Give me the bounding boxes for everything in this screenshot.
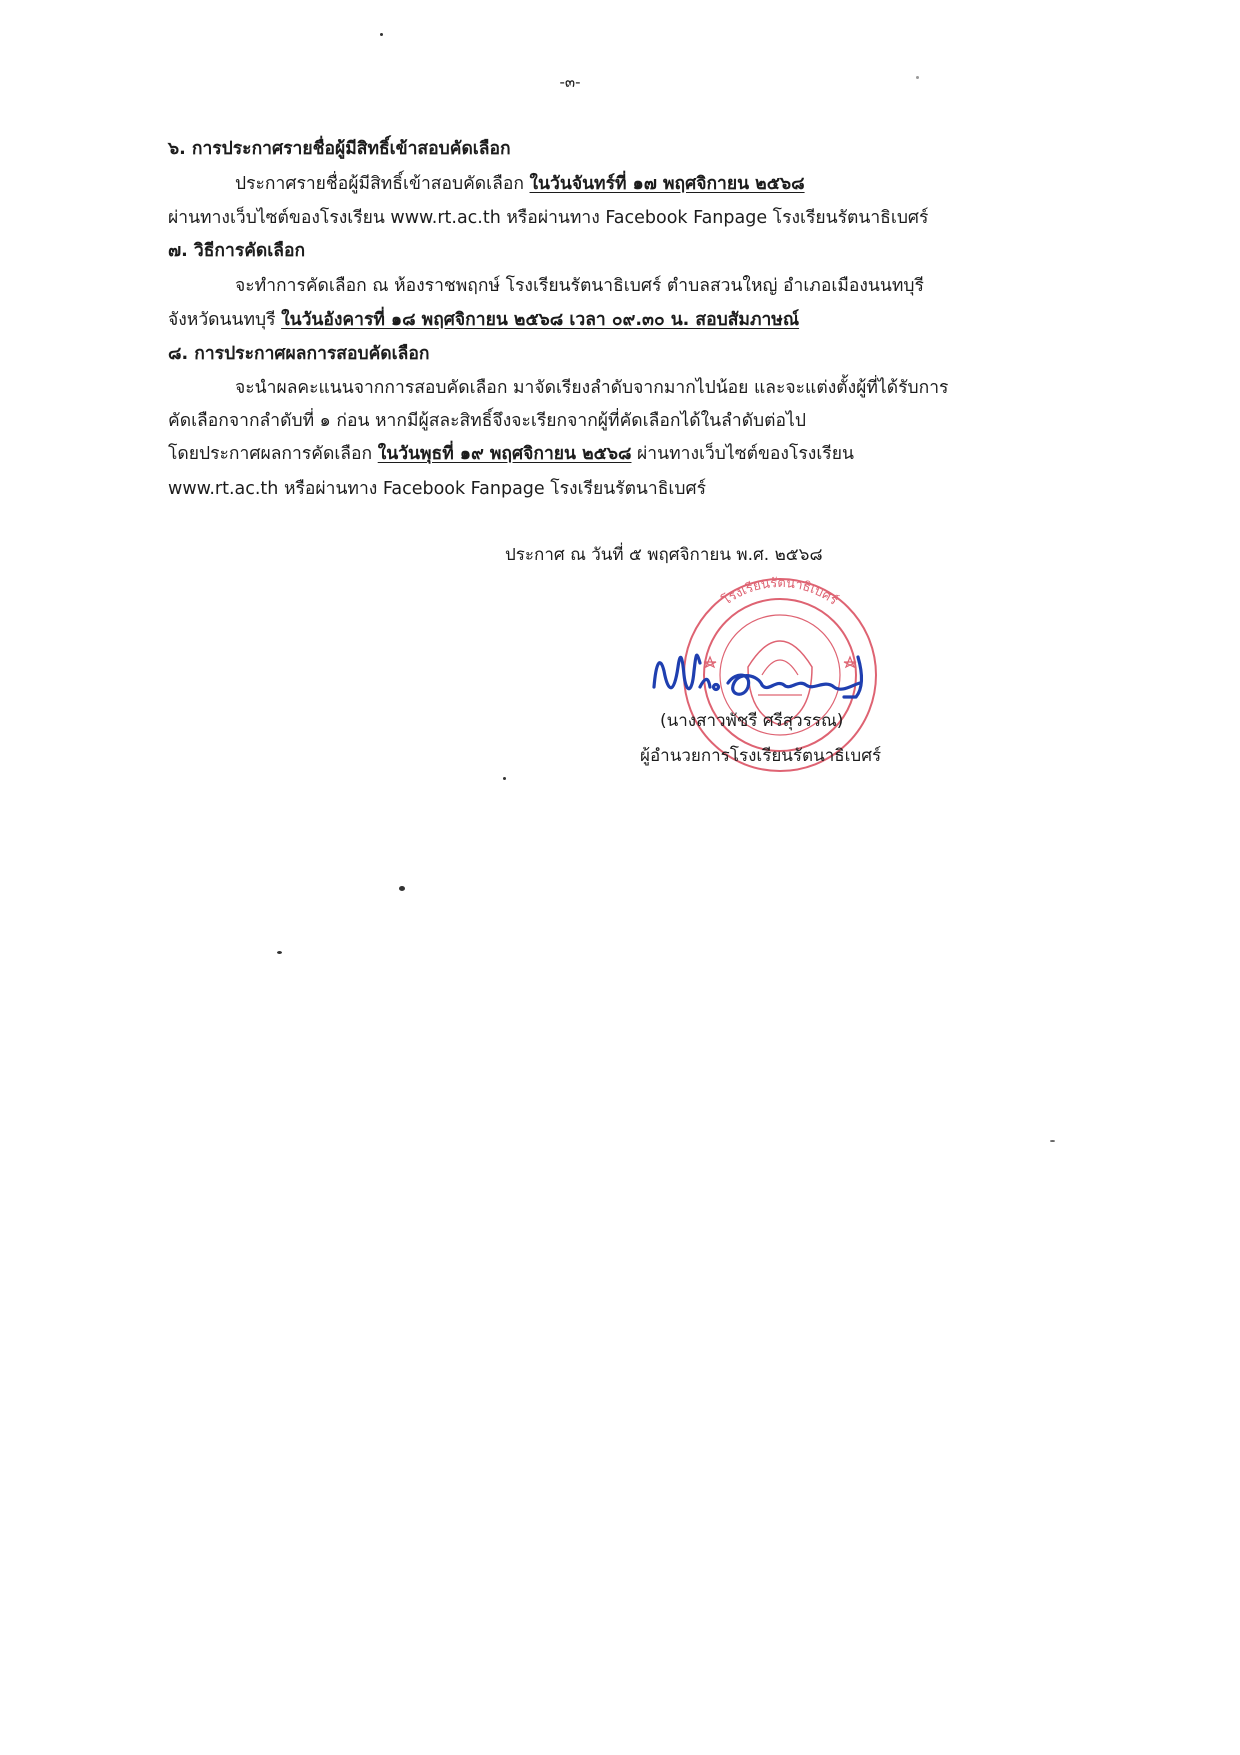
scan-speck [277, 951, 282, 954]
section-8-heading: ๘. การประกาศผลการสอบคัดเลือก [168, 344, 430, 364]
section-8-line-3-post: ผ่านทางเว็บไซต์ของโรงเรียน [631, 444, 854, 464]
section-7-line-2 [168, 308, 799, 332]
section-6-line-1-text: ประกาศรายชื่อผู้มีสิทธิ์เข้าสอบคัดเลือก [235, 174, 530, 194]
section-8-line-2: คัดเลือกจากลำดับที่ ๑ ก่อน หากมีผู้สละสิทธิ์จึงจะเรียกจากผู้ที่คัดเลือกได้ในลำดับต่อไป [168, 411, 806, 431]
section-7-date: ในวันอังคารที่ ๑๘ พฤศจิกายน ๒๕๖๘ เวลา ๐๙.๓๐ น. สอบสัมภาษณ์ [281, 310, 800, 330]
section-6-heading: ๖. การประกาศรายชื่อผู้มีสิทธิ์เข้าสอบคัดเลือก [168, 139, 511, 159]
section-6-line-2: ผ่านทางเว็บไซต์ของโรงเรียน www.rt.ac.th หรือผ่านทาง Facebook Fanpage โรงเรียนรัตนาธิเบศร์ [168, 208, 929, 228]
scan-speck [380, 33, 383, 36]
scan-speck [916, 76, 919, 79]
section-8-line-3 [168, 442, 854, 466]
section-8-date: ในวันพุธที่ ๑๙ พฤศจิกายน ๒๕๖๘ [377, 444, 632, 464]
section-7-line-2-text: จังหวัดนนทบุรี [168, 310, 282, 330]
scan-speck [1050, 1140, 1055, 1142]
scan-speck [503, 777, 506, 780]
section-7-line-1: จะทำการคัดเลือก ณ ห้องราชพฤกษ์ โรงเรียนรัตนาธิเบศร์ ตำบลสวนใหญ่ อำเภอเมืองนนทบุรี [235, 276, 924, 296]
signatory-name: (นางสาวพัชรี ศรีสุวรรณ) [660, 711, 844, 731]
section-6-date: ในวันจันทร์ที่ ๑๗ พฤศจิกายน ๒๕๖๘ [529, 174, 805, 194]
section-7-heading: ๗. วิธีการคัดเลือก [168, 241, 306, 261]
announcement-date: ประกาศ ณ วันที่ ๕ พฤศจิกายน พ.ศ. ๒๕๖๘ [505, 545, 823, 565]
section-8-line-4: www.rt.ac.th หรือผ่านทาง Facebook Fanpage โรงเรียนรัตนาธิเบศร์ [168, 479, 707, 499]
seal-text: โรงเรียนรัตนาธิเบศร์ [719, 575, 841, 609]
signatory-position: ผู้อำนวยการโรงเรียนรัตนาธิเบศร์ [640, 746, 882, 766]
page-number: -๓- [559, 73, 581, 91]
section-8-line-3-pre: โดยประกาศผลการคัดเลือก [168, 444, 378, 464]
section-6-line-1 [235, 172, 805, 196]
school-seal-icon [684, 576, 876, 771]
section-8-line-1: จะนำผลคะแนนจากการสอบคัดเลือก มาจัดเรียงลำดับจากมากไปน้อย และจะแต่งตั้งผู้ที่ได้รับการ [235, 378, 949, 398]
scan-speck [399, 886, 405, 891]
